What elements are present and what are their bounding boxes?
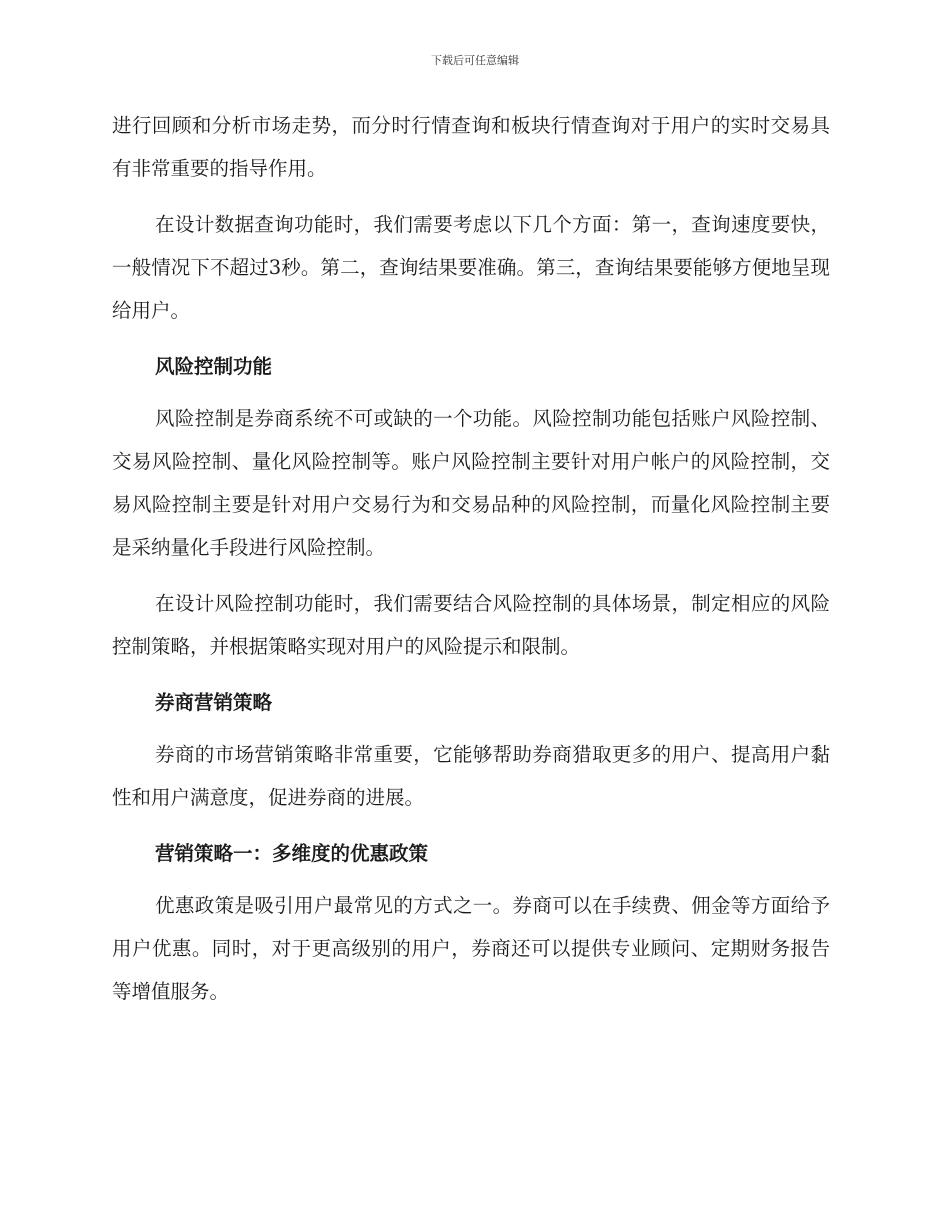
paragraph-risk-design: 在设计风险控制功能时，我们需要结合风险控制的具体场景，制定相应的风险控制策略，并根据策略实现对用户的风险提示和限制。 — [112, 592, 830, 658]
paragraph-marketing: 券商的市场营销策略非常重要，它能够帮助券商猎取更多的用户、提高用户黏性和用户满意度，促进券商的进展。 — [112, 743, 830, 809]
paragraph-discounts: 优惠政策是吸引用户最常见的方式之一。券商可以在手续费、佣金等方面给予用户优惠。同时，对于更高级别的用户，券商还可以提供专业顾问、定期财务报告等增值服务。 — [112, 894, 830, 1003]
section-heading-risk-control: 风险控制功能 — [155, 355, 273, 378]
section-heading-strategy-one: 营销策略一：多维度的优惠政策 — [155, 842, 429, 865]
paragraph-query-design: 在设计数据查询功能时，我们需要考虑以下几个方面：第一，查询速度要快，一般情况下不超过3秒。第二，查询结果要准确。第三，查询结果要能够方便地呈现给用户。 — [112, 213, 830, 322]
section-heading-marketing: 券商营销策略 — [155, 691, 273, 714]
document-body — [112, 104, 830, 1026]
page-header-note: 下载后可任意编辑 — [431, 54, 519, 67]
paragraph-risk-control: 风险控制是券商系统不可或缺的一个功能。风险控制功能包括账户风险控制、交易风险控制、量化风险控制等。账户风险控制主要针对用户帐户的风险控制，交易风险控制主要是针对用户交易行为和交易品种的风险控制，而量化风险控制主要是采纳量化手段进行风险控制。 — [112, 407, 830, 559]
paragraph-continuation: 进行回顾和分析市场走势，而分时行情查询和板块行情查询对于用户的实时交易具有非常重要的指导作用。 — [112, 114, 830, 180]
